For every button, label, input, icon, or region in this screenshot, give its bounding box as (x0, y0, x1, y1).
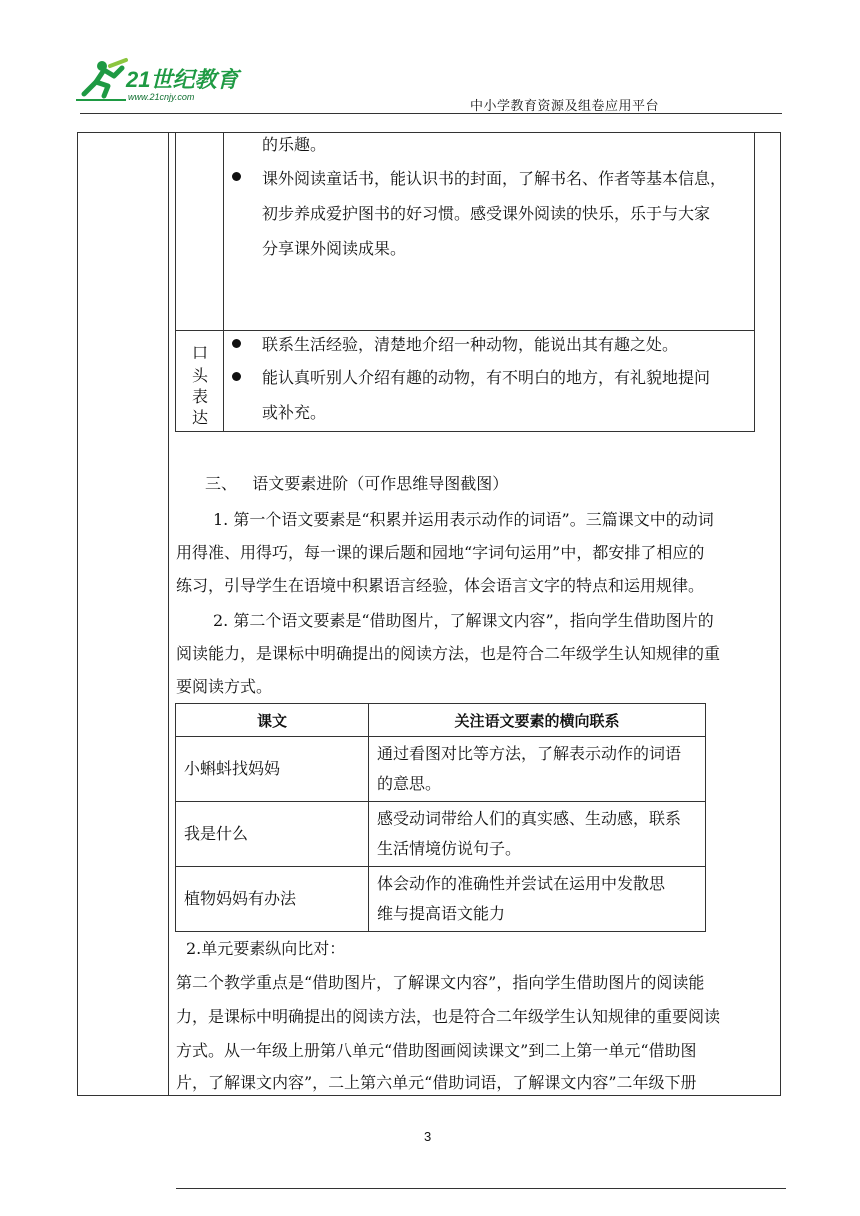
note-line: 体会动作的准确性并尝试在运用中发散思 (377, 874, 666, 893)
bullet-icon (232, 339, 241, 348)
note-cell (369, 802, 706, 867)
extracurricular-line-1: 课外阅读童话书，能认识书的封面，了解书名、作者等基本信息， (262, 169, 727, 188)
oral-item-2-line-2: 或补充。 (262, 403, 327, 422)
table-row (176, 737, 706, 802)
table-row (176, 802, 706, 867)
logo-url: www.21cnjy.com (128, 92, 195, 102)
oral-item-1: 联系生活经验，清楚地介绍一种动物，能说出其有趣之处。 (262, 335, 679, 354)
vertical-heading: 2.单元要素纵向比对： (186, 939, 346, 958)
note-line: 通过看图对比等方法，了解表示动作的词语 (377, 744, 682, 763)
note-line: 的意思。 (377, 774, 442, 793)
site-logo (74, 56, 254, 106)
vertical-line-3: 方式。从一年级上册第八单元“借助图画阅读课文”到二上第一单元“借助图 (176, 1041, 697, 1060)
platform-name: 中小学教育资源及组卷应用平台 (470, 99, 660, 114)
oral-label-2: 头 (191, 366, 208, 385)
p1-line-3: 练习，引导学生在语境中积累语言经验，体会语言文字的特点和运用规律。 (176, 576, 705, 595)
reading-tail: 的乐趣。 (262, 135, 327, 154)
table-row (176, 867, 706, 932)
col-relation-header: 关注语文要素的横向联系 (369, 704, 706, 737)
table-header-row (176, 704, 706, 737)
p1-line-2: 用得准、用得巧，每一课的课后题和园地“字词句运用”中，都安排了相应的 (176, 543, 705, 562)
section3-heading: 三、 语文要素进阶（可作思维导图截图） (205, 474, 509, 493)
lesson-cell: 小蝌蚪找妈妈 (176, 737, 369, 802)
extracurricular-line-2: 初步养成爱护图书的好习惯。感受课外阅读的快乐，乐于与大家 (262, 204, 711, 223)
page-number: 3 (424, 1129, 432, 1144)
lesson-cell: 我是什么 (176, 802, 369, 867)
p2-line-3: 要阅读方式。 (176, 677, 273, 696)
footer-divider (176, 1188, 786, 1189)
oral-item-2-line-1: 能认真听别人介绍有趣的动物，有不明白的地方，有礼貌地提问 (262, 368, 711, 387)
oral-label-3: 表 (191, 387, 208, 406)
objectives-col-divider (223, 132, 224, 431)
main-table-divider (168, 133, 169, 1095)
note-cell (369, 867, 706, 932)
note-line: 维与提高语文能力 (377, 904, 506, 923)
bullet-icon (232, 372, 241, 381)
logo-text: 21世纪教育 (126, 67, 239, 92)
lesson-cell: 植物妈妈有办法 (176, 867, 369, 932)
note-cell (369, 737, 706, 802)
vertical-line-1: 第二个教学重点是“借助图片，了解课文内容”，指向学生借助图片的阅读能 (176, 973, 705, 992)
p2-line-1: 2. 第二个语文要素是“借助图片，了解课文内容”，指向学生借助图片的 (213, 611, 714, 630)
note-line: 生活情境仿说句子。 (377, 839, 522, 858)
bullet-icon (232, 172, 241, 181)
vertical-line-2: 力，是课标中明确提出的阅读方法，也是符合二年级学生认知规律的重要阅读 (176, 1007, 721, 1026)
note-line: 感受动词带给人们的真实感、生动感，联系 (377, 809, 682, 828)
oral-label-1: 口 (191, 343, 208, 362)
col-lesson-header: 课文 (176, 704, 369, 737)
oral-label-4: 达 (191, 408, 208, 427)
header-divider (80, 113, 782, 114)
vertical-line-4: 片，了解课文内容”，二上第六单元“借助词语，了解课文内容”二年级下册 (176, 1073, 697, 1092)
extracurricular-line-3: 分享课外阅读成果。 (262, 239, 407, 258)
p2-line-2: 阅读能力，是课标中明确提出的阅读方法，也是符合二年级学生认知规律的重 (176, 644, 721, 663)
element-table (175, 703, 706, 932)
p1-line-1: 1. 第一个语文要素是“积累并运用表示动作的词语”。三篇课文中的动词 (213, 510, 714, 529)
